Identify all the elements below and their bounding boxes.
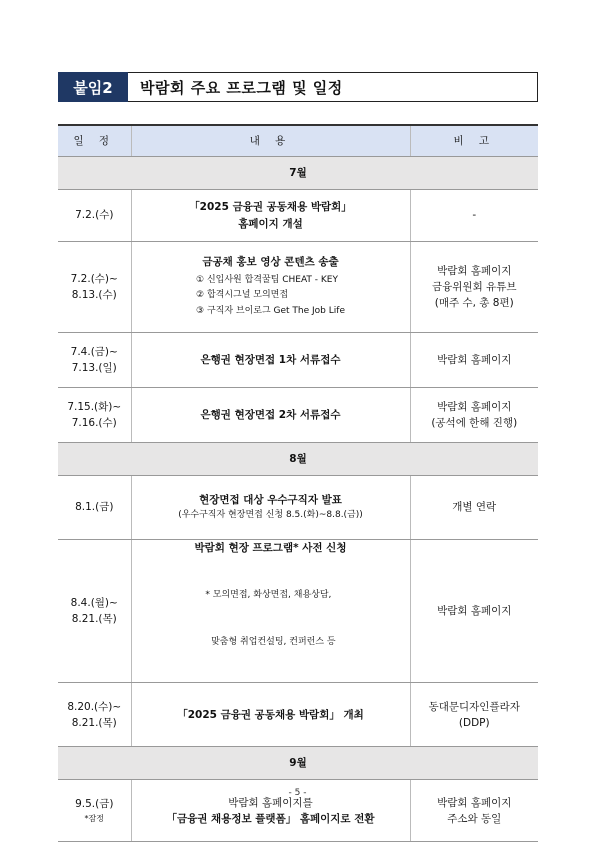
item-list: ① 신입사원 합격꿀팁 CHEAT - KEY ② 합격시그널 모의면접 ③ 구직자 브이로그 Get The Job Life (196, 274, 345, 316)
row-note: 박람회 홈페이지 (공석에 한해 진행) (410, 388, 538, 443)
table-row (58, 242, 538, 333)
month-row-september (58, 747, 538, 780)
row-date: 7.4.(금)~ 7.13.(일) (58, 333, 131, 388)
month-label: 8월 (58, 443, 538, 476)
row-content: 금공채 홍보 영상 콘텐츠 송출 ① 신입사원 합격꿀팁 CHEAT - KEY ② 합격시그널 모의면접 ③ 구직자 브이로그 Get The Job Life (131, 242, 410, 333)
row-date: 9.5.(금) *잠정 (58, 780, 131, 842)
table-row (58, 476, 538, 540)
row-content: 은행권 현장면접 1차 서류접수 (131, 333, 410, 388)
row-note: 박람회 홈페이지 금융위원회 유튜브 (매주 수, 총 8편) (410, 242, 538, 333)
row-content: 「2025 금융권 공동채용 박람회」 개최 (131, 683, 410, 747)
row-note: - (410, 190, 538, 242)
header-note: 비 고 (410, 125, 538, 157)
row-note: 개별 연락 (410, 476, 538, 540)
table-row (58, 333, 538, 388)
row-content: 은행권 현장면접 2차 서류접수 (131, 388, 410, 443)
page-number: - 5 - (288, 788, 307, 798)
table-row (58, 540, 538, 683)
table-row (58, 190, 538, 242)
row-content: 현장면접 대상 우수구직자 발표 (우수구직자 현장면접 신청 8.5.(화)~8.8.(금)) (131, 476, 410, 540)
row-date: 8.4.(월)~ 8.21.(목) (58, 540, 131, 683)
row-content: 박람회 홈페이지를 「금융권 채용정보 플랫폼」 홈페이지로 전환 (131, 780, 410, 842)
row-note: 동대문디자인플라자 (DDP) (410, 683, 538, 747)
row-date: 7.2.(수) (58, 190, 131, 242)
row-note: 박람회 홈페이지 (410, 540, 538, 683)
table-header-row (58, 125, 538, 157)
attachment-badge: 붙임2 (58, 72, 128, 102)
row-date: 7.15.(화)~ 7.16.(수) (58, 388, 131, 443)
item-list: * 모의면접, 화상면접, 채용상담, 맞춤형 취업컨설팅, 컨퍼런스 등 (205, 589, 336, 648)
row-note: 박람회 홈페이지 (410, 333, 538, 388)
header-content: 내 용 (131, 125, 410, 157)
month-label: 9월 (58, 747, 538, 780)
table-row (58, 683, 538, 747)
header-date: 일 정 (58, 125, 131, 157)
table-row (58, 388, 538, 443)
row-date: 8.20.(수)~ 8.21.(목) (58, 683, 131, 747)
month-row-august (58, 443, 538, 476)
schedule-table (58, 124, 538, 842)
row-date: 8.1.(금) (58, 476, 131, 540)
row-content: 「2025 금융권 공동채용 박람회」 홈페이지 개설 (131, 190, 410, 242)
row-note: 박람회 홈페이지 주소와 동일 (410, 780, 538, 842)
row-date: 7.2.(수)~ 8.13.(수) (58, 242, 131, 333)
row-content: 박람회 현장 프로그램* 사전 신청 * 모의면접, 화상면접, 채용상담, 맞춤형 취업컨설팅, 컨퍼런스 등 (131, 540, 410, 683)
month-row-july (58, 157, 538, 190)
attachment-heading: 박람회 주요 프로그램 및 일정 (128, 72, 538, 102)
month-label: 7월 (58, 157, 538, 190)
attachment-title (58, 72, 538, 102)
